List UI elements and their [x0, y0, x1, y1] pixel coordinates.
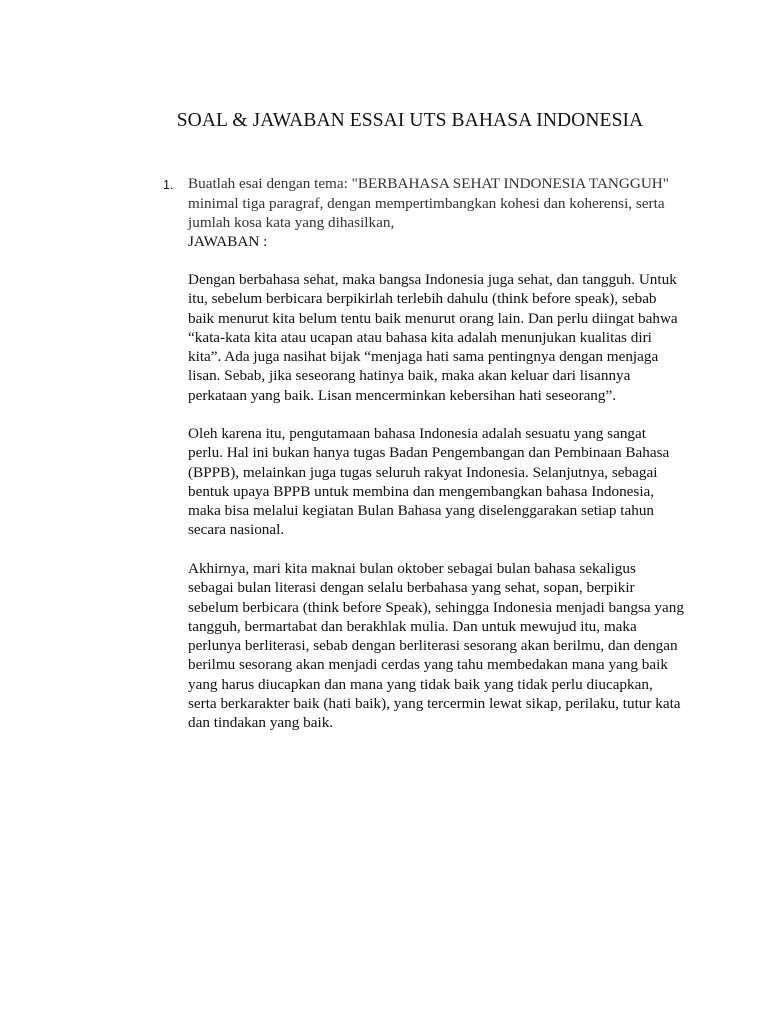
answer-label: JAWABAN : — [188, 233, 268, 250]
question-text: Buatlah esai dengan tema: "BERBAHASA SEHAT INDONESIA TANGGUH" minimal tiga paragraf, dengan mempertimbangkan kohesi dan koherensi, serta jumlah kosa kata yang dihasilkan, — [188, 175, 669, 231]
answer-paragraph-2: Oleh karena itu, pengutamaan bahasa Indonesia adalah sesuatu yang sangat perlu. Hal ini bukan hanya tugas Badan Pengembangan dan Pembinaan Bahasa (BPPB), melainkan juga tugas seluruh rakyat Indonesia. Selanjutnya, sebagai bentuk upaya BPPB untuk membina dan mengembangkan bahasa Indonesia, maka bisa melalui kegiatan Bulan Bahasa yang diselenggarakan setiap tahun secara nasional. — [188, 425, 670, 539]
document-title: SOAL & JAWABAN ESSAI UTS BAHASA INDONESIA — [176, 110, 644, 131]
answer-paragraph-3: Akhirnya, mari kita maknai bulan oktober sebagai bulan bahasa sekaligus sebagai bulan literasi dengan selalu berbahasa yang sehat, sopan, berpikir sebelum berbicara (think before Speak), sehingga Indonesia menjadi bangsa yang tangguh, bermartabat dan berakhlak mulia. Dan untuk mewujud itu, maka perlunya berliterasi, sebab dengan berliterasi sesorang akan berilmu, dan dengan berilmu sesorang akan menjadi cerdas yang tahu membedakan mana yang baik yang harus diucapkan dan mana yang tidak baik yang tidak perlu diucapkan, serta berkarakter baik (hati baik), yang tercermin lewat sikap, perilaku, tutur kata dan tindakan yang baik. — [188, 560, 684, 732]
list-item-number: 1. — [163, 178, 174, 192]
answer-paragraph-1: Dengan berbahasa sehat, maka bangsa Indonesia juga sehat, dan tangguh. Untuk itu, sebelum berbicara berpikirlah terlebih dahulu (think before speak), sebab baik menurut kita belum tentu baik menurut orang lain. Dan perlu diingat bahwa “kata-kata kita atau ucapan atau bahasa kita adalah menunjukan kualitas diri kita”. Ada juga nasihat bijak “menjaga hati sama pentingnya dengan menjaga lisan. Sebab, jika seseorang hatinya baik, maka akan keluar dari lisannya perkataan yang baik. Lisan mencerminkan kebersihan hati seseorang”. — [188, 271, 678, 404]
